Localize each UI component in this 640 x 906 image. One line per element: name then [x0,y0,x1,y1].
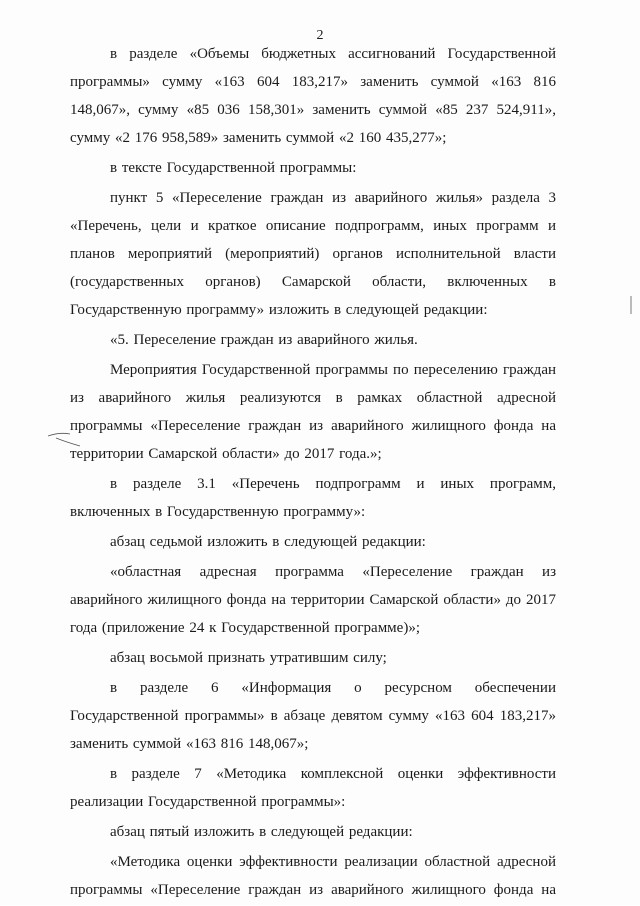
paragraph-resettlement-heading: «5. Переселение граждан из аварийного жилья. [110,332,418,348]
margin-mark [630,296,632,314]
document-body [70,40,556,906]
paragraph-budget-section: в разделе «Объемы бюджетных ассигнований Государственной программы» сумму «163 604 183,217» заменить суммой «163 816 148,067», сумму «85 036 158,301» заменить суммой «85 237 524,911», сумму «2 176 958,589» заменить суммой «2 160 435,277»; [70,46,556,146]
page-number: 2 [316,28,324,43]
paragraph-methodology: «Методика оценки эффективности реализации областной адресной программы «Переселение граждан из аварийного жилищного фонда на [70,854,556,898]
paragraph-regional-program: «областная адресная программа «Переселение граждан из аварийного жилищного фонда на территории Самарской области» до 2017 года (приложение 24 к Государственной программе)»; [70,564,556,636]
paragraph-eighth-abzac: абзац восьмой признать утратившим силу; [110,650,387,666]
paragraph-section-6: в разделе 6 «Информация о ресурсном обеспечении Государственной программы» в абзаце девятом сумму «163 604 183,217» заменить суммой «163 816 148,067»; [70,680,556,752]
paragraph-section-3-1: в разделе 3.1 «Перечень подпрограмм и иных программ, включенных в Государственную программу»: [70,476,556,520]
paragraph-point-5: пункт 5 «Переселение граждан из аварийного жилья» раздела 3 «Перечень, цели и краткое описание подпрограмм, иных программ и планов мероприятий (мероприятий) органов исполнительной власти (государственных органов) Самарской области, включенных в Государственную программу» изложить в следующей редакции: [70,190,556,318]
paragraph-resettlement-measures: Мероприятия Государственной программы по переселению граждан из аварийного жилья реализуются в рамках областной адресной программы «Переселение граждан из аварийного жилищного фонда на территории Самарской области» до 2017 года.»; [70,362,556,462]
paragraph-seventh-abzac: абзац седьмой изложить в следующей редакции: [110,534,426,550]
paragraph-section-7: в разделе 7 «Методика комплексной оценки эффективности реализации Государственной программы»: [70,766,556,810]
pen-mark-scribble [46,420,86,450]
paragraph-program-text: в тексте Государственной программы: [110,160,357,176]
paragraph-fifth-abzac: абзац пятый изложить в следующей редакции: [110,824,413,840]
